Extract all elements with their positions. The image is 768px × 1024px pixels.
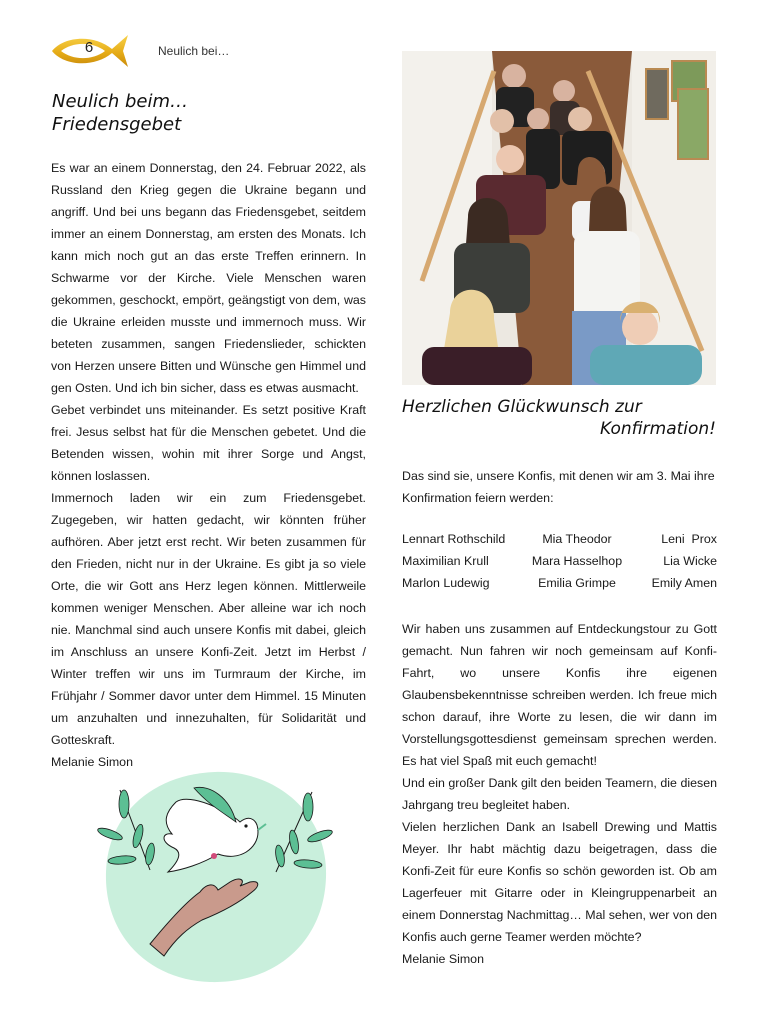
- right-intro: Das sind sie, unsere Konfis, mit denen wir am 3. Mai ihre Konfirmation feiern werden:: [402, 469, 715, 505]
- confirmand-names-list: [402, 528, 717, 594]
- names-row: [402, 572, 717, 594]
- right-paragraph: Vielen herzlichen Dank an Isabell Drewing und Mattis Meyer. Ihr habt mächtig dazu beigetragen, dass die Konfi-Zeit für eure Konfis so schön geworden ist. Ob am Lagerfeuer mit Gitarre oder in Kleingruppenarbeit an einem Donnerstag Nachmittag… Mal sehen, wer von den Konfis auch gerne Teamer werden möchte?: [402, 820, 717, 944]
- left-paragraph: Immernoch laden wir ein zum Friedensgebet. Zugegeben, wir hatten gedacht, wir könnten früher aufhören. Aber jetzt erst recht. Wir beten zusammen für den Frieden, nicht nur in der Ukraine. Es gibt ja so viele Orte, die wir Gott ans Herz legen können. Mittlerweile kommen weniger Menschen. Aber alleine war ich noch nie. Manchmal sind auch unsere Konfis mit dabei, gleich im Anschluss an unsere Konfi-Zeit. Jetzt im Herbst / Winter treffen wir uns im Turmraum der Kirche, im Frühjahr / Sommer davor unter dem Himmel. 15 Minuten um anzuhalten und innezuhalten, für Solidarität und Gotteskraft.: [51, 491, 366, 747]
- left-title-line1: Neulich beim…: [52, 91, 189, 112]
- names-row: [402, 528, 717, 550]
- right-paragraph: Wir haben uns zusammen auf Entdeckungstour zu Gott gemacht. Nun fahren wir noch gemeinsam auf Konfi-Fahrt, wo unsere Konfis ihre eigenen Glaubensbekenntnisse schreiben werden. Ich freue mich schon darauf, ihre Worte zu lesen, die wir dann im Vorstellungsgottesdienst gemeinsam sprechen werden. Es hat viel Spaß mit euch gemacht!: [402, 622, 717, 768]
- left-title-line2: Friedensgebet: [52, 114, 182, 135]
- right-paragraph: Und ein großer Dank gilt den beiden Teamern, die diesen Jahrgang treu begleitet haben.: [402, 776, 717, 812]
- confirmand-name: Leni Prox: [661, 532, 717, 546]
- running-head: Neulich bei…: [158, 44, 230, 58]
- confirmand-name: Maximilian Krull: [402, 554, 489, 568]
- left-paragraph: Gebet verbindet uns miteinander. Es setzt positive Kraft frei. Jesus selbst hat für die Menschen gebetet. Und die Betenden wissen, wohin mit ihrer Sorge und Angst, können loslassen.: [51, 403, 366, 483]
- names-row: [402, 550, 717, 572]
- confirmand-name: Mara Hasselhop: [531, 554, 623, 568]
- right-title-line2: Konfirmation!: [599, 419, 716, 439]
- dove-illustration: [90, 752, 340, 1002]
- page-number: 6: [84, 39, 94, 56]
- left-signature: Melanie Simon: [51, 755, 133, 769]
- right-article-title: [402, 396, 716, 440]
- left-article-body: [51, 157, 366, 773]
- confirmands-group-photo: [402, 51, 716, 385]
- confirmand-name: Marlon Ludewig: [402, 576, 490, 590]
- confirmand-name: Lennart Rothschild: [402, 532, 506, 546]
- confirmand-name: Lia Wicke: [663, 554, 717, 568]
- right-signature: Melanie Simon: [402, 952, 484, 966]
- left-paragraph: Es war an einem Donnerstag, den 24. Februar 2022, als Russland den Krieg gegen die Ukraine begann und angriff. Und bei uns begann das Friedensgebet, seitdem immer an einem Donnerstag, am ersten des Monats. Ich kann mich noch gut an das erste Treffen erinnern. In Schwarme vor der Kirche. Viele Menschen waren gekommen, geschockt, empört, geängstigt von dem, was die Ukraine erleiden musste und immernoch muss. Wir beteten zusammen, sangen Friedenslieder, schickten von Herzen unsere Bitten und Wünsche gen Himmel und gen Osten. Und ich bin sicher, dass es etwas ausmacht.: [51, 161, 366, 395]
- right-article-body: [402, 618, 717, 970]
- left-article-title: [52, 90, 188, 136]
- confirmand-name: Mia Theodor: [542, 532, 612, 546]
- confirmand-name: Emilia Grimpe: [538, 576, 616, 590]
- confirmand-name: Emily Amen: [651, 576, 717, 590]
- right-title-line1: Herzlichen Glückwunsch zur: [402, 397, 642, 417]
